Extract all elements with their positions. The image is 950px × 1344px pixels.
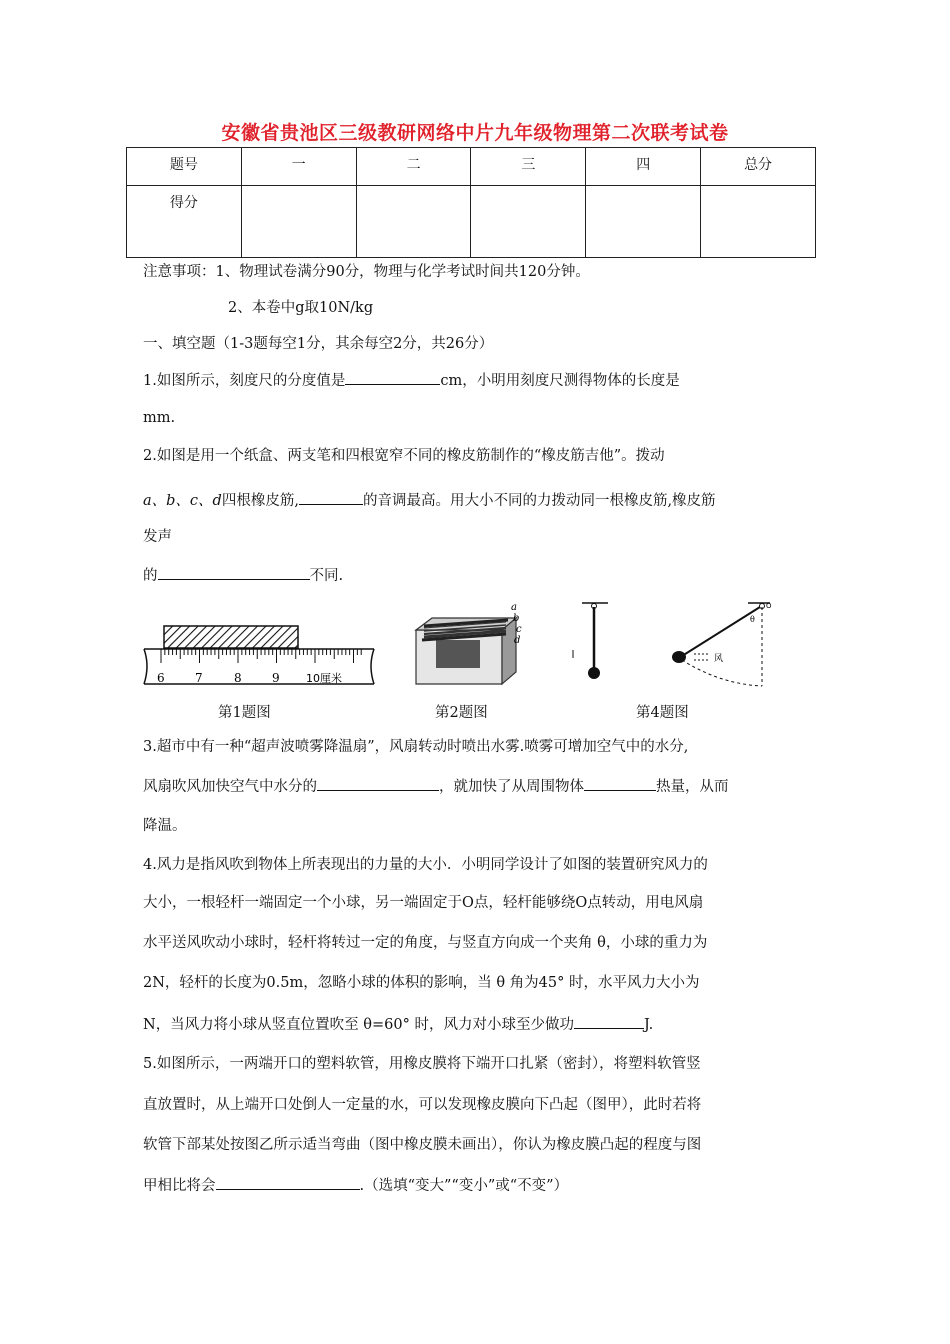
score-table — [126, 147, 816, 258]
score-header-cell: 二 — [356, 148, 471, 186]
measured-object — [164, 626, 298, 648]
question-1-line-2: mm. — [143, 410, 176, 426]
q4-blank-1[interactable] — [574, 1014, 644, 1029]
question-5-line-1: 5.如图所示，一两端开口的塑料软管，用橡皮膜将下端开口扎紧（密封），将塑料软管竖 — [143, 1056, 701, 1072]
figure-1-caption: 第1题图 — [218, 705, 271, 721]
question-2-line-3: 发声 — [143, 529, 172, 545]
q2-text: 不同. — [309, 568, 344, 584]
question-3-line-2 — [143, 776, 808, 797]
score-cell — [701, 186, 816, 258]
figure-4-pendulum — [570, 598, 780, 690]
question-4-line-4: 2N，轻杆的长度为0.5m，忽略小球的体积的影响，当 θ 角为45° 时，水平风力大小为 — [143, 975, 700, 991]
q1-text: cm，小明用刻度尺测得物体的长度是 — [440, 373, 680, 389]
question-1-line-1 — [143, 370, 808, 391]
question-5-line-3: 软管下部某处按图乙所示适当弯曲（图中橡皮膜未画出），你认为橡皮膜凸起的程度与图 — [143, 1137, 702, 1153]
section-1-heading: 一、填空题（1-3题每空1分，其余每空2分，共26分） — [143, 336, 494, 352]
question-2-line-1: 2.如图是用一个纸盒、两支笔和四根宽窄不同的橡皮筋制作的“橡皮筋吉他”。拨动 — [143, 448, 665, 464]
wind-label: 风 — [714, 654, 724, 664]
ruler-tick-label: 8 — [234, 671, 242, 685]
q2-text: 四根橡皮筋, — [221, 493, 299, 509]
q3-blank-1[interactable] — [317, 776, 439, 791]
q3-text: 热量，从而 — [656, 779, 729, 795]
score-header-cell: 一 — [241, 148, 356, 186]
band-label: d — [514, 635, 521, 646]
question-4-line-1: 4.风力是指风吹到物体上所表现出的力量的大小．小明同学设计了如图的装置研究风力的 — [143, 857, 708, 873]
figure-2-rubber-band-guitar — [410, 600, 530, 690]
question-4-line-5 — [143, 1014, 808, 1035]
rod-deflected — [682, 607, 760, 656]
question-3-line-1: 3.超市中有一种“超声波喷雾降温扇”，风扇转动时喷出水雾.喷雾可增加空气中的水分, — [143, 739, 689, 755]
score-row-label: 得分 — [127, 186, 242, 258]
score-table-score-row — [127, 186, 816, 258]
ruler-tick-label: 6 — [157, 671, 165, 685]
box-opening — [436, 640, 480, 668]
q3-text: ，就加快了从周围物体 — [439, 779, 584, 795]
score-header-cell: 四 — [586, 148, 701, 186]
exam-title: 安徽省贵池区三级教研网络中片九年级物理第二次联考试卷 — [221, 122, 729, 144]
notes-line-2: 2、本卷中g取10N/kg — [228, 300, 374, 316]
q5-blank-1[interactable] — [216, 1175, 360, 1190]
question-2-line-4 — [143, 565, 808, 586]
question-4-line-3: 水平送风吹动小球时，轻杆将转过一定的角度，与竖直方向成一个夹角 θ，小球的重力为 — [143, 935, 708, 951]
score-header-cell: 题号 — [127, 148, 242, 186]
ruler-tick-label: 10厘米 — [306, 672, 342, 685]
question-5-line-4 — [143, 1175, 808, 1196]
q3-blank-2[interactable] — [584, 776, 656, 791]
score-cell — [356, 186, 471, 258]
band-label: c — [516, 624, 522, 635]
question-2-line-2 — [143, 490, 808, 511]
score-table-header-row — [127, 148, 816, 186]
q2-text: 的 — [143, 568, 158, 584]
question-3-line-3: 降温。 — [143, 818, 187, 834]
theta-label: θ — [750, 615, 755, 624]
notes-line-1: 注意事项：1、物理试卷满分90分，物理与化学考试时间共120分钟。 — [143, 264, 590, 280]
score-header-cell: 总分 — [701, 148, 816, 186]
q5-text: 甲相比将会 — [143, 1178, 216, 1194]
q2-text: 的音调最高。用大小不同的力拨动同一根橡皮筋,橡皮筋 — [362, 493, 716, 509]
pivot-label: O — [766, 602, 772, 610]
ball-left — [588, 667, 600, 679]
question-4-line-2: 大小，一根轻杆一端固定一个小球，另一端固定于O点，轻杆能够绕O点转动，用电风扇 — [143, 895, 704, 911]
ruler-tick-label: 9 — [272, 671, 280, 685]
question-5-line-2: 直放置时，从上端开口处倒人一定量的水，可以发现橡皮膜向下凸起（图甲），此时若将 — [143, 1097, 702, 1113]
ball-right — [672, 651, 686, 663]
score-cell — [586, 186, 701, 258]
ruler-ticks — [161, 649, 361, 663]
figure-4-caption: 第4题图 — [636, 705, 689, 721]
q5-text: .（选填“变大”“变小”或“不变”） — [359, 1178, 569, 1194]
score-header-cell: 三 — [471, 148, 586, 186]
band-label: a — [511, 602, 517, 613]
q1-text: 1.如图所示，刻度尺的分度值是 — [143, 373, 346, 389]
score-cell — [471, 186, 586, 258]
q3-text: 风扇吹风加快空气中水分的 — [143, 779, 317, 795]
score-cell — [241, 186, 356, 258]
figure-2-caption: 第2题图 — [435, 705, 488, 721]
q2-letters: a、b、c、d — [143, 493, 222, 509]
q2-blank-1[interactable] — [299, 490, 363, 505]
q4-text: J. — [643, 1017, 654, 1033]
q4-text: N，当风力将小球从竖直位置吹至 θ=60° 时，风力对小球至少做功 — [143, 1017, 574, 1033]
ruler-tick-label: 7 — [195, 671, 203, 685]
q1-blank-1[interactable] — [345, 370, 440, 385]
figure-1-ruler — [142, 622, 382, 692]
band-label: b — [513, 613, 520, 624]
q2-blank-2[interactable] — [158, 565, 310, 580]
